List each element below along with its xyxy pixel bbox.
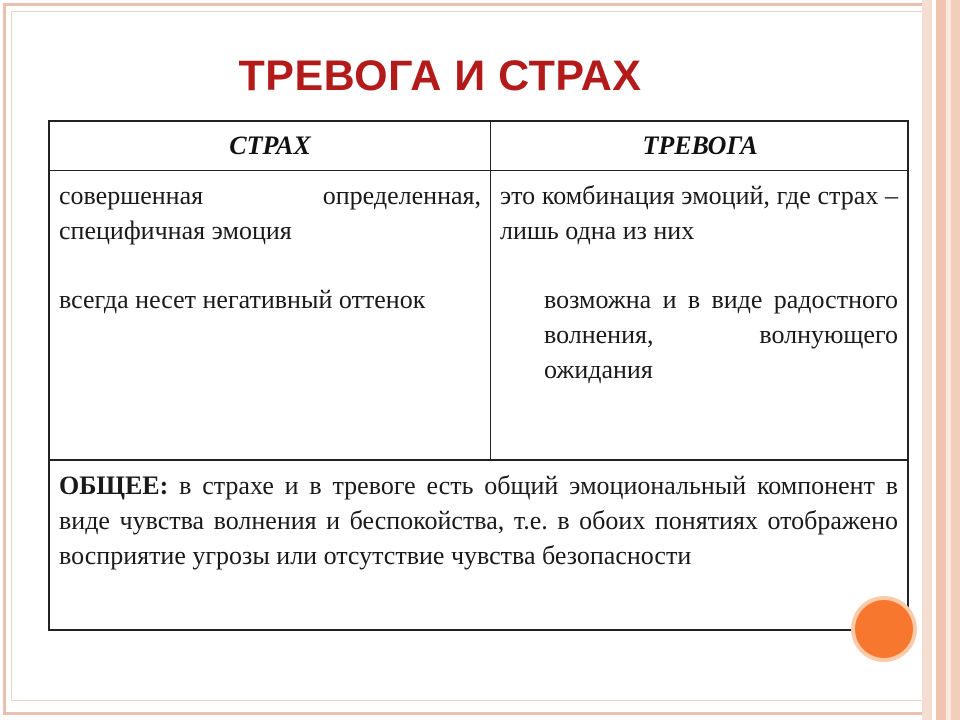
header-anxiety: ТРЕВОГА	[642, 131, 758, 160]
header-fear: СТРАХ	[229, 131, 311, 160]
decor-stripe	[951, 0, 960, 720]
fear-cell	[59, 178, 481, 317]
anxiety-point-2: возможна и в виде радостного волнения, волнующего ожидания	[544, 285, 898, 384]
decor-stripe	[936, 0, 946, 720]
anxiety-cell	[500, 178, 898, 387]
decor-stripe	[922, 0, 932, 720]
anxiety-point-1: это комбинация эмоций, где страх – лишь одна из них	[500, 181, 898, 245]
fear-point-2: всегда несет негативный оттенок	[59, 285, 426, 314]
slide-title: ТРЕВОГА И СТРАХ	[238, 52, 642, 100]
general-cell	[59, 468, 898, 573]
general-text: в страхе и в тревоге есть общий эмоциональный компонент в виде чувства волнения и беспокойства, т.е. в обоих понятиях отображено восприятие угрозы или отсутствие чувства безопасности	[59, 471, 898, 570]
table-divider	[50, 170, 907, 171]
table-column-divider	[490, 122, 491, 459]
comparison-table	[48, 120, 909, 631]
table-divider	[50, 459, 907, 461]
fear-point-1: совершенная определенная, специфичная эмоция	[59, 181, 481, 245]
decor-circle	[855, 600, 913, 658]
general-label: ОБЩЕЕ:	[59, 471, 169, 500]
